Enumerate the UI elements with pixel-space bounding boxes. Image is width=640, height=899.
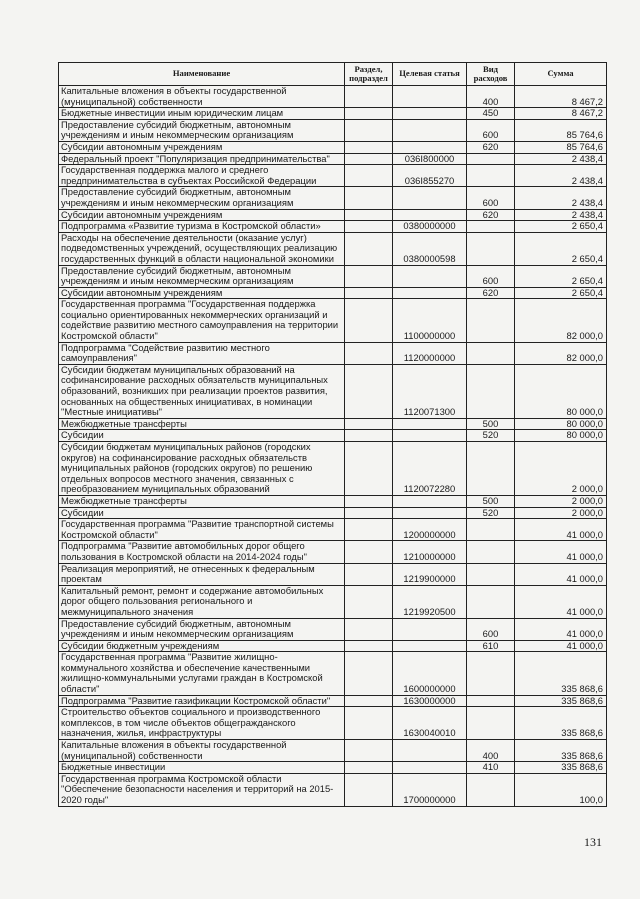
row-section-cell [345,762,393,774]
row-amount-cell: 335 868,6 [515,707,607,740]
table-row [59,108,607,120]
row-expense-type-cell [467,773,515,806]
row-amount-cell: 80 000,0 [515,364,607,418]
table-row [59,418,607,430]
row-amount-cell: 41 000,0 [515,563,607,585]
row-target-cell [393,265,467,287]
table-row [59,707,607,740]
row-section-cell [345,418,393,430]
row-section-cell [345,153,393,165]
row-target-cell [393,108,467,120]
row-name-cell: Капитальные вложения в объекты государственной (муниципальной) собственности [59,86,345,108]
table-row [59,762,607,774]
row-section-cell [345,265,393,287]
row-amount-cell: 80 000,0 [515,418,607,430]
row-expense-type-cell: 520 [467,507,515,519]
row-expense-type-cell [467,541,515,563]
row-amount-cell: 8 467,2 [515,86,607,108]
row-section-cell [345,209,393,221]
table-row [59,287,607,299]
row-name-cell: Бюджетные инвестиции [59,762,345,774]
row-section-cell [345,141,393,153]
row-name-cell: Расходы на обеспечение деятельности (оказание услуг) подведомственных учреждений, осуществляющих реализацию государственных функций в области национальной экономики [59,232,345,265]
table-row [59,265,607,287]
table-row [59,86,607,108]
row-name-cell: Предоставление субсидий бюджетным, автономным учреждениям и иным некоммерческим организациям [59,119,345,141]
row-amount-cell: 335 868,6 [515,695,607,707]
row-amount-cell: 2 000,0 [515,507,607,519]
row-target-cell: 1600000000 [393,652,467,695]
row-section-cell [345,740,393,762]
row-section-cell [345,640,393,652]
row-amount-cell: 82 000,0 [515,299,607,342]
row-expense-type-cell [467,652,515,695]
row-name-cell: Государственная программа Костромской области "Обеспечение безопасности населения и территорий на 2015- 2020 годы" [59,773,345,806]
row-amount-cell: 41 000,0 [515,640,607,652]
row-expense-type-cell: 500 [467,418,515,430]
budget-table-sheet [58,62,606,807]
row-expense-type-cell: 600 [467,187,515,209]
row-amount-cell: 2 650,4 [515,221,607,233]
header-amount: Сумма [515,63,607,86]
row-amount-cell: 41 000,0 [515,519,607,541]
row-expense-type-cell [467,707,515,740]
row-target-cell: 0380000000 [393,221,467,233]
row-expense-type-cell: 620 [467,209,515,221]
row-name-cell: Предоставление субсидий бюджетным, автономным учреждениям и иным некоммерческим организациям [59,265,345,287]
table-row [59,585,607,618]
row-name-cell: Подпрограмма "Развитие автомобильных дорог общего пользования в Костромской области на 2014-2024 годы" [59,541,345,563]
row-section-cell [345,507,393,519]
row-target-cell: 1219920500 [393,585,467,618]
row-amount-cell: 2 438,4 [515,187,607,209]
row-name-cell: Государственная программа "Развитие жилищно- коммунального хозяйства и обеспечение качественными жилищно-коммунальными услугами граждан в Костромской области" [59,652,345,695]
row-expense-type-cell [467,232,515,265]
row-expense-type-cell [467,299,515,342]
row-target-cell: 036I800000 [393,153,467,165]
table-row [59,740,607,762]
row-name-cell: Субсидии автономным учреждениям [59,141,345,153]
table-body [59,86,607,807]
row-section-cell [345,652,393,695]
row-expense-type-cell: 500 [467,495,515,507]
row-target-cell [393,740,467,762]
row-target-cell: 1120000000 [393,342,467,364]
table-row [59,519,607,541]
row-expense-type-cell: 600 [467,618,515,640]
table-row [59,563,607,585]
table-row [59,221,607,233]
row-name-cell: Субсидии бюджетам муниципальных районов (городских округов) на софинансирование расходных обязательств муниципальных районов (городских округов) по решению отдельных вопросов местного значения, связанных с преобразованием муниципальных образований [59,442,345,496]
row-expense-type-cell: 620 [467,287,515,299]
row-target-cell: 1219900000 [393,563,467,585]
row-name-cell: Капитальные вложения в объекты государственной (муниципальной) собственности [59,740,345,762]
table-row [59,299,607,342]
row-name-cell: Строительство объектов социального и производственного комплексов, в том числе объектов общегражданского назначения, жилья, инфраструктуры [59,707,345,740]
row-amount-cell: 2 438,4 [515,165,607,187]
row-section-cell [345,585,393,618]
row-amount-cell: 100,0 [515,773,607,806]
row-expense-type-cell: 400 [467,740,515,762]
header-name: Наименование [59,63,345,86]
table-row [59,342,607,364]
row-expense-type-cell [467,695,515,707]
budget-table [58,62,607,807]
row-target-cell [393,495,467,507]
row-amount-cell: 2 000,0 [515,442,607,496]
row-section-cell [345,119,393,141]
row-expense-type-cell [467,221,515,233]
table-row [59,153,607,165]
row-amount-cell: 85 764,6 [515,119,607,141]
row-target-cell [393,762,467,774]
row-expense-type-cell: 400 [467,86,515,108]
table-row [59,442,607,496]
row-amount-cell: 8 467,2 [515,108,607,120]
row-amount-cell: 41 000,0 [515,541,607,563]
row-section-cell [345,165,393,187]
table-row [59,541,607,563]
row-expense-type-cell [467,342,515,364]
table-row [59,232,607,265]
row-expense-type-cell [467,442,515,496]
row-expense-type-cell: 520 [467,430,515,442]
table-row [59,165,607,187]
row-section-cell [345,86,393,108]
row-name-cell: Бюджетные инвестиции иным юридическим лицам [59,108,345,120]
row-amount-cell: 41 000,0 [515,618,607,640]
row-target-cell [393,618,467,640]
row-name-cell: Подпрограмма «Развитие туризма в Костромской области» [59,221,345,233]
row-expense-type-cell: 600 [467,119,515,141]
row-section-cell [345,541,393,563]
row-amount-cell: 335 868,6 [515,740,607,762]
row-section-cell [345,563,393,585]
row-expense-type-cell [467,563,515,585]
row-amount-cell: 335 868,6 [515,762,607,774]
row-expense-type-cell: 610 [467,640,515,652]
table-row [59,773,607,806]
row-target-cell: 1120071300 [393,364,467,418]
table-row [59,187,607,209]
row-name-cell: Государственная программа "Развитие транспортной системы Костромской области" [59,519,345,541]
row-amount-cell: 2 000,0 [515,495,607,507]
row-section-cell [345,342,393,364]
row-name-cell: Межбюджетные трансферты [59,495,345,507]
header-section: Раздел, подраздел [345,63,393,86]
page-number: 131 [584,835,602,849]
table-row [59,141,607,153]
row-name-cell: Государственная программа "Государственная поддержка социально ориентированных некоммерческих организаций и содействие развитию местного самоуправления на территории Костромской области" [59,299,345,342]
row-name-cell: Подпрограмма "Развитие газификации Костромской области" [59,695,345,707]
row-target-cell [393,209,467,221]
row-amount-cell: 2 650,4 [515,232,607,265]
row-section-cell [345,187,393,209]
row-name-cell: Субсидии [59,430,345,442]
row-amount-cell: 335 868,6 [515,652,607,695]
row-target-cell [393,86,467,108]
header-target: Целевая статья [393,63,467,86]
row-expense-type-cell [467,165,515,187]
row-section-cell [345,221,393,233]
row-amount-cell: 2 650,4 [515,287,607,299]
row-target-cell: 036I855270 [393,165,467,187]
row-target-cell [393,430,467,442]
row-name-cell: Межбюджетные трансферты [59,418,345,430]
row-target-cell: 0380000598 [393,232,467,265]
row-section-cell [345,364,393,418]
row-expense-type-cell [467,153,515,165]
table-row [59,364,607,418]
row-target-cell: 1210000000 [393,541,467,563]
row-section-cell [345,519,393,541]
row-target-cell: 1700000000 [393,773,467,806]
row-name-cell: Субсидии автономным учреждениям [59,287,345,299]
row-amount-cell: 2 438,4 [515,153,607,165]
row-section-cell [345,695,393,707]
row-expense-type-cell [467,519,515,541]
row-section-cell [345,495,393,507]
table-row [59,695,607,707]
row-section-cell [345,430,393,442]
row-target-cell [393,418,467,430]
row-section-cell [345,299,393,342]
row-amount-cell: 2 438,4 [515,209,607,221]
row-name-cell: Предоставление субсидий бюджетным, автономным учреждениям и иным некоммерческим организациям [59,618,345,640]
table-row [59,507,607,519]
row-target-cell: 1630000000 [393,695,467,707]
row-target-cell [393,640,467,652]
row-target-cell [393,287,467,299]
row-expense-type-cell: 450 [467,108,515,120]
row-section-cell [345,232,393,265]
table-row [59,495,607,507]
table-row [59,119,607,141]
row-section-cell [345,108,393,120]
header-expense-type: Вид расходов [467,63,515,86]
row-name-cell: Федеральный проект "Популяризация предпринимательства" [59,153,345,165]
row-amount-cell: 85 764,6 [515,141,607,153]
row-expense-type-cell [467,364,515,418]
row-name-cell: Субсидии бюджетам муниципальных образований на софинансирование расходных обязательств муниципальных образований, возникших при реализации проектов развития, основанных на общественных инициативах, в номинации "Местные инициативы" [59,364,345,418]
row-name-cell: Субсидии автономным учреждениям [59,209,345,221]
table-row [59,209,607,221]
table-row [59,618,607,640]
row-name-cell: Реализация мероприятий, не отнесенных к федеральным проектам [59,563,345,585]
row-amount-cell: 2 650,4 [515,265,607,287]
row-section-cell [345,442,393,496]
row-section-cell [345,707,393,740]
row-target-cell: 1630040010 [393,707,467,740]
row-amount-cell: 41 000,0 [515,585,607,618]
row-target-cell: 1100000000 [393,299,467,342]
row-name-cell: Государственная поддержка малого и среднего предпринимательства в субъектах Российской Федерации [59,165,345,187]
table-header-row [59,63,607,86]
row-name-cell: Субсидии бюджетным учреждениям [59,640,345,652]
row-expense-type-cell: 600 [467,265,515,287]
row-section-cell [345,287,393,299]
row-expense-type-cell: 410 [467,762,515,774]
table-row [59,652,607,695]
row-target-cell [393,141,467,153]
row-target-cell [393,507,467,519]
row-section-cell [345,618,393,640]
row-amount-cell: 80 000,0 [515,430,607,442]
row-name-cell: Капитальный ремонт, ремонт и содержание автомобильных дорог общего пользования регионального и межмуниципального значения [59,585,345,618]
table-row [59,430,607,442]
table-row [59,640,607,652]
row-target-cell: 1120072280 [393,442,467,496]
row-name-cell: Подпрограмма "Содействие развитию местного самоуправления" [59,342,345,364]
row-section-cell [345,773,393,806]
row-expense-type-cell [467,585,515,618]
row-name-cell: Предоставление субсидий бюджетным, автономным учреждениям и иным некоммерческим организациям [59,187,345,209]
row-amount-cell: 82 000,0 [515,342,607,364]
row-target-cell [393,119,467,141]
row-target-cell [393,187,467,209]
row-name-cell: Субсидии [59,507,345,519]
row-expense-type-cell: 620 [467,141,515,153]
row-target-cell: 1200000000 [393,519,467,541]
